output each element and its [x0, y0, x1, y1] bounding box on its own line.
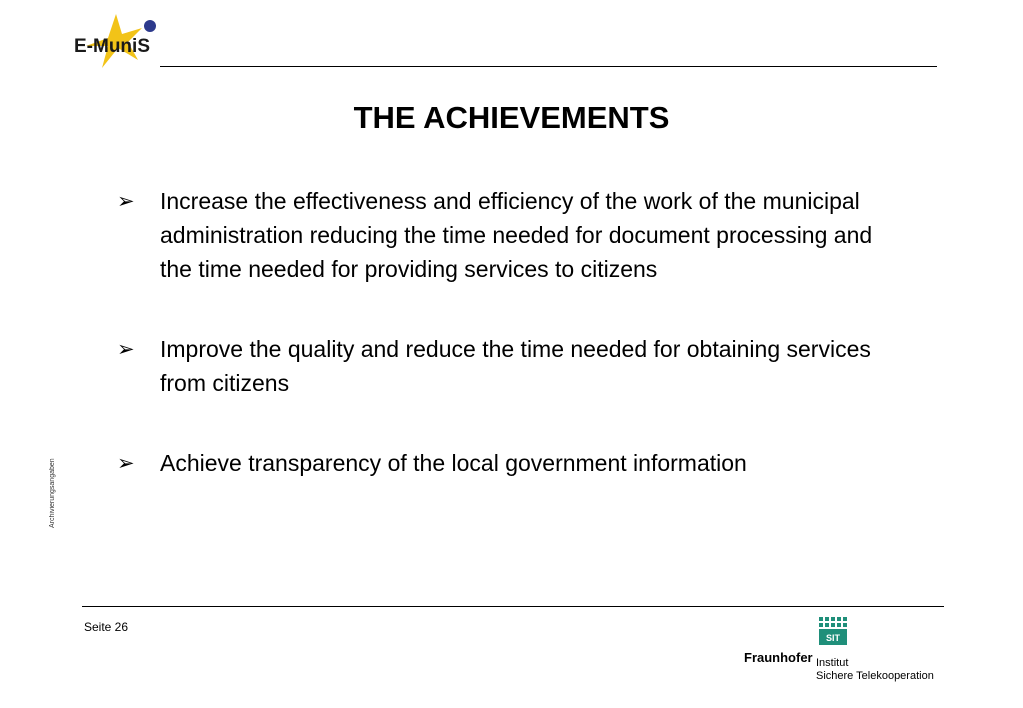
- header-divider: [160, 66, 937, 67]
- arrow-bullet-icon: ➢: [117, 337, 135, 361]
- emunis-logo-graphic: [72, 12, 168, 72]
- list-item: [117, 446, 877, 480]
- page-number: Seite 26: [84, 620, 129, 634]
- arrow-bullet-icon: ➢: [117, 189, 135, 213]
- archive-label: Archivierungsangaben: [49, 458, 56, 528]
- logo-circle-shape: [144, 20, 156, 32]
- list-item: [117, 184, 877, 286]
- bullet-text: Increase the effectiveness and efficiency of the work of the municipal administration reducing the time needed for document processing and the time needed for providing services to citizens: [160, 188, 873, 282]
- institute-line-1: Institut: [816, 657, 849, 669]
- bullet-text: Achieve transparency of the local government information: [160, 450, 747, 476]
- fraunhofer-logo: [742, 614, 952, 690]
- institute-name: Fraunhofer: [744, 650, 813, 665]
- sit-grid-icon: [818, 616, 848, 646]
- slide-title: THE ACHIEVEMENTS: [353, 100, 670, 135]
- arrow-bullet-icon: ➢: [117, 451, 135, 475]
- list-item: [117, 332, 877, 400]
- footer-divider: [82, 606, 944, 607]
- achievements-list: [117, 184, 877, 480]
- institute-line-2: Sichere Telekooperation: [816, 670, 934, 682]
- bullet-text: Improve the quality and reduce the time needed for obtaining services from citizens: [160, 336, 871, 396]
- emunis-logo: [72, 12, 168, 72]
- logo-text: E-MuniS: [74, 36, 150, 57]
- sit-badge-text: SIT: [825, 633, 841, 643]
